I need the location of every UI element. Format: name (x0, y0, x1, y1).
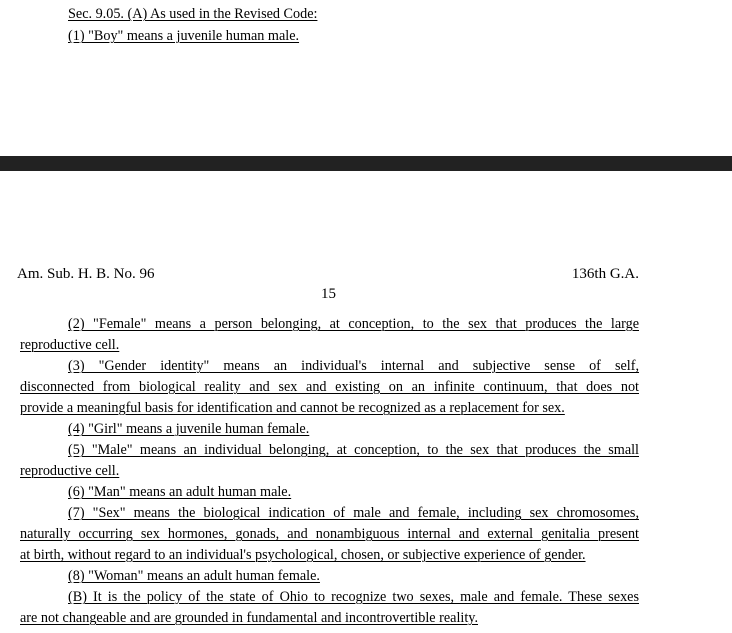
page-number: 15 (321, 286, 336, 302)
bill-number: Am. Sub. H. B. No. 96 (17, 266, 155, 282)
definition-male-line-1: (5) "Male" means an individual belonging, at conception, to the sex that produces the small (68, 442, 639, 458)
definition-sex-line-2: naturally occurring sex hormones, gonads, and nonambiguous internal and external genitalia present (20, 526, 639, 542)
definition-sex-line-1: (7) "Sex" means the biological indication of male and female, including sex chromosomes, (68, 505, 639, 521)
previous-page-fragment (0, 0, 732, 156)
policy-statement-line-2: are not changeable and are grounded in fundamental and incontrovertible reality. (20, 610, 479, 626)
definition-female-line-2: reproductive cell. (20, 337, 120, 353)
definition-woman: (8) "Woman" means an adult human female. (68, 568, 320, 584)
definition-man: (6) "Man" means an adult human male. (68, 484, 292, 500)
definition-female-line-1: (2) "Female" means a person belonging, at conception, to the sex that produces the large (68, 316, 639, 332)
definition-girl: (4) "Girl" means a juvenile human female. (68, 421, 310, 437)
definition-boy: (1) "Boy" means a juvenile human male. (68, 28, 300, 44)
section-heading: Sec. 9.05. (A) As used in the Revised Code: (68, 6, 318, 22)
current-page (0, 171, 732, 633)
definition-male-line-2: reproductive cell. (20, 463, 120, 479)
definition-sex-line-3: at birth, without regard to an individual's psychological, chosen, or subjective experience of gender. (20, 547, 586, 563)
page-break-divider (0, 156, 732, 171)
definition-gender-identity-line-2: disconnected from biological reality and sex and existing on an infinite continuum, that does not (20, 379, 639, 395)
general-assembly: 136th G.A. (571, 266, 639, 282)
definition-gender-identity-line-1: (3) "Gender identity" means an individual's internal and subjective sense of self, (68, 358, 639, 374)
definition-gender-identity-line-3: provide a meaningful basis for identification and cannot be recognized as a replacement for sex. (20, 400, 565, 416)
policy-statement-line-1: (B) It is the policy of the state of Ohio to recognize two sexes, male and female. These sexes (68, 589, 639, 605)
